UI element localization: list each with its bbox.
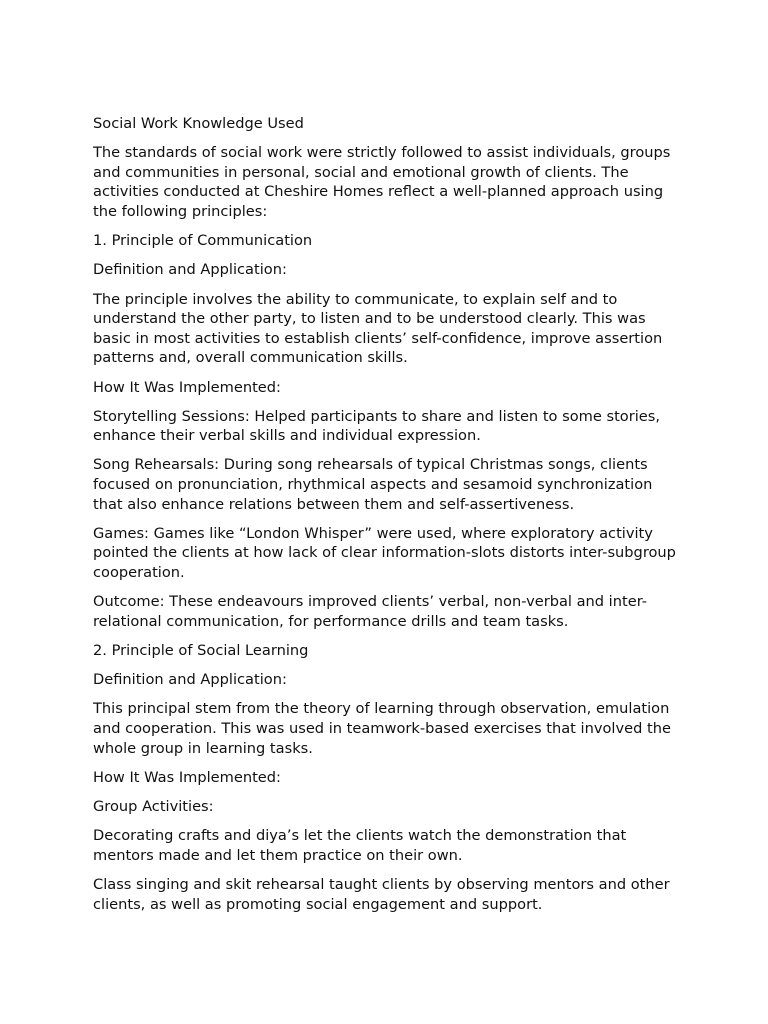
section-heading-social-learning: 2. Principle of Social Learning	[93, 642, 309, 659]
subheading-implementation: How It Was Implemented:	[93, 768, 281, 786]
subheading-definition: Definition and Application:	[93, 261, 287, 279]
song-rehearsals-paragraph: Song Rehearsals: During song rehearsals of typical Christmas songs, clients focused on pronunciation, rhythmical aspects and sesamoid synchronization that also enhance relations between them and self-assertiveness.	[93, 456, 653, 513]
communication-definition-paragraph: The principle involves the ability to communicate, to explain self and to understand the other party, to listen and to be understood clearly. This was basic in most activities to establish clients’ self-confidence, improve assertion patterns and, overall communication skills.	[93, 290, 663, 367]
subheading-definition: Definition and Application:	[93, 671, 287, 689]
games-paragraph: Games: Games like “London Whisper” were used, where exploratory activity pointed the clients at how lack of clear information-slots distorts inter-subgroup cooperation.	[93, 524, 676, 582]
storytelling-paragraph: Storytelling Sessions: Helped participants to share and listen to some stories, enhance their verbal skills and individual expression.	[93, 407, 661, 445]
intro-paragraph: The standards of social work were strictly followed to assist individuals, groups and communities in personal, social and emotional growth of clients. The activities conducted at Cheshire Homes reflect a well-planned approach using the following principles:	[93, 144, 671, 220]
subheading-implementation: How It Was Implemented:	[93, 378, 281, 396]
document-title: Social Work Knowledge Used	[93, 115, 304, 132]
outcome-paragraph: Outcome: These endeavours improved clients’ verbal, non-verbal and inter-relational communication, for performance drills and team tasks.	[93, 593, 648, 630]
document-page	[93, 114, 683, 924]
section-heading-communication: 1. Principle of Communication	[93, 232, 313, 250]
class-singing-paragraph: Class singing and skit rehearsal taught clients by observing mentors and other clients, as well as promoting social engagement and support.	[93, 875, 670, 913]
decorating-crafts-paragraph: Decorating crafts and diya’s let the clients watch the demonstration that mentors made and let them practice on their own.	[93, 827, 627, 864]
social-learning-definition-paragraph: This principal stem from the theory of learning through observation, emulation and cooperation. This was used in teamwork-based exercises that involved the whole group in learning tasks.	[93, 700, 671, 757]
subheading-group-activities: Group Activities:	[93, 797, 214, 815]
